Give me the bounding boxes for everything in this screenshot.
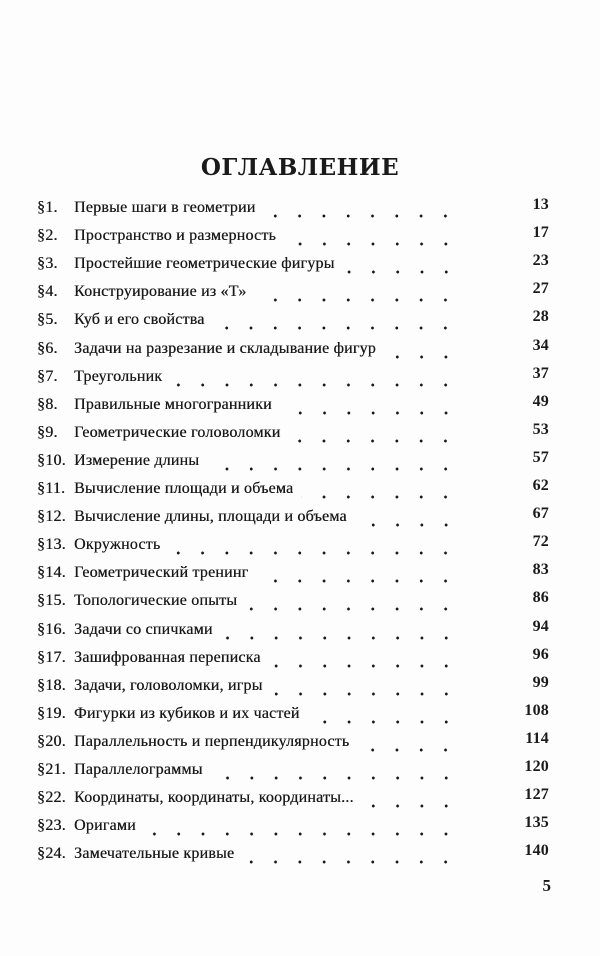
page-ref: 53 [532, 420, 549, 438]
section-title: Треугольник [74, 367, 163, 385]
toc-entry[interactable] [37, 420, 549, 448]
toc-entry[interactable] [37, 673, 549, 701]
section-number: §22. [37, 789, 66, 807]
page-ref: 67 [532, 505, 549, 523]
section-number: §15. [37, 592, 66, 610]
section-number: §21. [37, 761, 66, 778]
section-title: Зашифрованная переписка [74, 648, 261, 666]
dot-leader [269, 663, 461, 669]
toc-entry[interactable] [37, 196, 549, 223]
toc-entry[interactable] [37, 364, 549, 392]
page-ref: 37 [532, 364, 549, 382]
page-ref: 27 [532, 280, 549, 298]
section-number: §3. [37, 255, 58, 273]
toc-entry[interactable] [37, 701, 549, 729]
page-ref: 96 [532, 645, 549, 663]
section-title: Геометрический тренинг [74, 564, 249, 582]
dot-leader [207, 466, 461, 472]
dot-leader [221, 635, 461, 641]
dot-leader [301, 494, 461, 500]
page-ref: 99 [532, 673, 549, 691]
dot-leader [284, 241, 461, 247]
section-number: §2. [37, 227, 58, 245]
section-number: §14. [37, 564, 66, 582]
page-ref: 57 [532, 448, 549, 466]
toc-entry[interactable] [37, 224, 549, 251]
section-title: Задачи со спичками [74, 620, 213, 638]
section-title: Замечательные кривые [74, 845, 235, 863]
section-number: §11. [37, 480, 66, 497]
section-number: §7. [37, 367, 58, 385]
page-ref: 120 [524, 758, 549, 775]
section-title: Геометрические головоломки [74, 423, 281, 441]
section-title: Параллелограммы [74, 761, 203, 778]
toc-entry[interactable] [37, 561, 549, 588]
page-ref: 127 [524, 786, 549, 804]
page-ref: 62 [532, 477, 549, 494]
section-title: Топологические опыты [74, 592, 238, 610]
toc-entry[interactable] [37, 477, 549, 504]
dot-leader [168, 550, 461, 556]
section-number: §16. [37, 620, 66, 638]
section-number: §12. [37, 508, 66, 526]
page-ref: 140 [524, 842, 549, 860]
dot-leader [256, 578, 461, 584]
section-number: §1. [37, 199, 58, 216]
dot-leader [308, 719, 461, 725]
section-number: §6. [37, 339, 58, 357]
page-ref: 34 [532, 336, 549, 354]
page-ref: 108 [524, 701, 549, 719]
page-ref: 94 [532, 617, 549, 635]
toc-entry[interactable] [37, 814, 549, 841]
section-title: Задачи на разрезание и складывание фигур [74, 339, 376, 357]
section-title: Правильные многогранники [74, 395, 272, 413]
toc-entry[interactable] [37, 645, 549, 673]
dot-leader [280, 410, 461, 416]
section-title: Измерение длины [74, 451, 200, 469]
page-ref: 135 [524, 814, 549, 832]
page-ref: 13 [532, 196, 549, 213]
section-title: Первые шаги в геометрии [74, 199, 256, 216]
section-number: §4. [37, 283, 58, 301]
section-title: Оригами [74, 817, 136, 835]
dot-leader [271, 691, 461, 697]
toc-entry[interactable] [37, 308, 549, 335]
section-number: §17. [37, 648, 66, 666]
page-ref: 28 [532, 308, 549, 326]
page-ref: 72 [532, 533, 549, 551]
toc-entry[interactable] [37, 280, 549, 307]
dot-leader [288, 438, 461, 444]
dot-leader [211, 775, 461, 781]
dot-leader [254, 297, 461, 303]
dot-leader [384, 354, 461, 360]
toc-entry[interactable] [37, 392, 549, 420]
dot-leader [245, 606, 461, 612]
section-title: Вычисление площади и объема [74, 480, 294, 497]
page-ref: 23 [532, 252, 549, 270]
section-title: Конструирование из «Т» [74, 283, 247, 301]
toc-entry[interactable] [37, 729, 549, 757]
dot-leader [343, 269, 461, 275]
section-title: Простейшие геометрические фигуры [74, 255, 335, 273]
toc-entry[interactable] [37, 842, 549, 869]
toc-entry[interactable] [37, 758, 549, 785]
section-title: Вычисление длины, площади и объема [74, 508, 347, 526]
dot-leader [144, 831, 461, 837]
toc-entry[interactable] [37, 533, 549, 560]
section-title: Параллельность и перпендикулярность [74, 732, 350, 750]
section-title: Окружность [74, 536, 161, 554]
page-title: ОГЛАВЛЕНИЕ [200, 154, 400, 181]
toc-entry[interactable] [37, 786, 549, 813]
section-number: §13. [37, 536, 66, 554]
section-number: §5. [37, 311, 58, 329]
dot-leader [355, 522, 461, 528]
toc-entry[interactable] [37, 448, 549, 476]
section-number: §23. [37, 817, 66, 835]
section-number: §19. [37, 704, 66, 722]
dot-leader [242, 859, 461, 865]
toc-entry[interactable] [37, 589, 549, 616]
dot-leader [357, 747, 461, 753]
toc-entry[interactable] [37, 505, 549, 532]
section-number: §20. [37, 732, 66, 750]
dot-leader [263, 213, 461, 219]
toc-entry[interactable] [37, 336, 549, 364]
section-number: §10. [37, 451, 66, 469]
section-title: Пространство и размерность [74, 227, 276, 245]
section-title: Фигурки из кубиков и их частей [74, 704, 300, 722]
page-ref: 114 [525, 729, 549, 747]
page-number: 5 [542, 876, 551, 895]
section-number: §18. [37, 676, 66, 694]
section-title: Координаты, координаты, координаты... [74, 789, 354, 807]
toc-entry[interactable] [37, 617, 549, 645]
section-title: Задачи, головоломки, игры [74, 676, 263, 694]
section-number: §24. [37, 845, 66, 863]
toc-entry[interactable] [37, 252, 549, 279]
page-ref: 86 [532, 589, 549, 607]
dot-leader [362, 803, 461, 809]
page-ref: 83 [532, 561, 549, 579]
page-ref: 17 [532, 224, 549, 242]
dot-leader [170, 382, 461, 388]
section-number: §8. [37, 395, 58, 413]
section-number: §9. [37, 423, 58, 441]
section-title: Куб и его свойства [74, 311, 205, 329]
page-ref: 49 [532, 392, 549, 410]
dot-leader [212, 325, 461, 331]
